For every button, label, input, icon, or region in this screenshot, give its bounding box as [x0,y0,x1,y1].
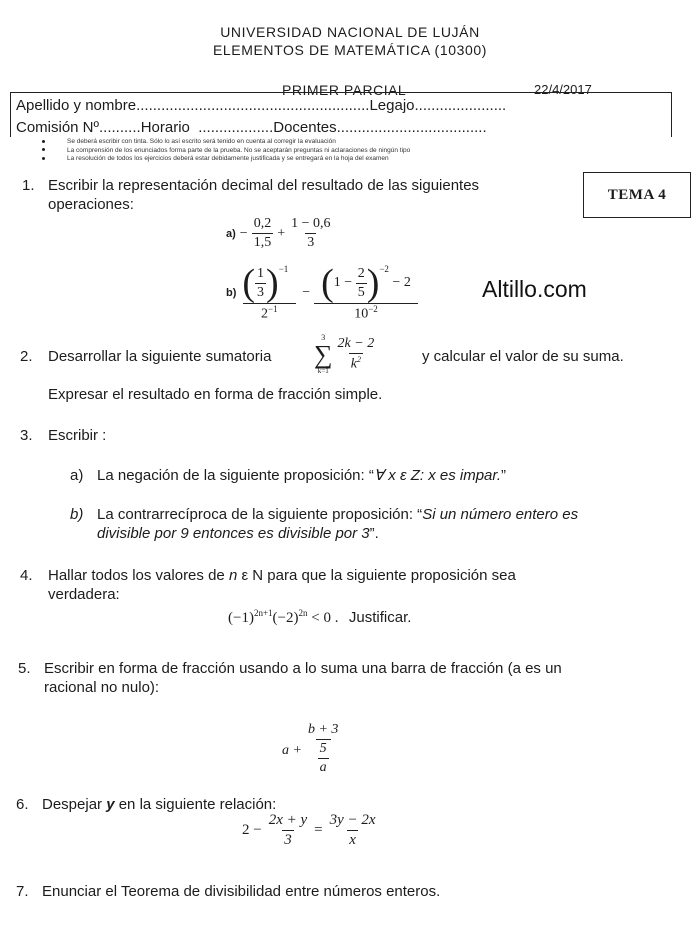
q3a-label: a) [70,467,84,484]
q2-text-before: Desarrollar la siguiente sumatoria [48,348,272,365]
q5-number: 5. [18,660,31,677]
q1-text: Escribir la representación decimal del resultado de las siguientes operaciones: [48,177,480,213]
q1a-label: a) [226,227,236,240]
q4-number: 4. [20,567,33,584]
q1a-expression: a) − $\frac{0,2}{1,5}$ + $\frac{1 - 0,6}{3}$ [226,216,331,250]
q1a-fraction-2: $\frac{1 - 0,6}{3}$ [291,216,331,250]
horario-dots: .................. [198,119,274,136]
q6-expression: 2 − $\frac{2x + y}{3}$ = $\frac{3y - 2x}{x}$ [242,812,376,848]
exam-date: 22/4/2017 [534,82,592,97]
q7-text: Enunciar el Teorema de divisibilidad entre números enteros. [42,883,441,900]
q3b-text: La contrarrecíproca de la siguiente proposición: “Si un número entero es divisible por 9 entonces es divisible por 3”. [97,506,579,542]
q7-number: 7. [16,883,29,900]
commission-label: Comisión Nº [16,119,99,136]
docentes-dots: .................................... [336,119,487,136]
q1b-label: b) [226,287,237,300]
name-dots: ........................................................ [136,97,370,114]
instruction-item: La resolución de todos los ejercicios deberá estar debidamente justificada y se entregará en la hoja del examen [42,155,602,164]
docentes-label: Docentes [273,119,337,136]
q6-text: Despejar y en la siguiente relación: [42,796,277,813]
instruction-item: La comprensión de los enunciados forma parte de la prueba. No se aceptarán preguntas ni aclaraciones de ningún tipo [42,147,602,156]
legajo-label: Legajo [369,97,415,114]
q1b-main-fraction: ( $\frac{1}{3}$ ) $^{-1}$ $2^{-1}$ [240,264,298,323]
q2-number: 2. [20,348,33,365]
q5-expression: a + $\frac{b + 3}{\frac{5}{a}}$ [282,722,339,775]
sigma-icon: ∑ [314,340,333,369]
instructions-list [42,138,602,164]
horario-label: Horario [140,119,190,136]
q3-title: Escribir : [48,427,107,444]
q4-expression: $(-1)^{2n+1}(-2)^{2n} < 0$ . Justificar. [228,608,412,626]
tema-label: TEMA 4 [607,186,667,203]
commission-dots: .......... [99,119,141,136]
q3b-label: b) [70,506,84,523]
q3-number: 3. [20,427,33,444]
exam-title: PRIMER PARCIAL [282,82,407,98]
name-label: Apellido y nombre [16,97,137,114]
name-field-row[interactable] [16,97,506,114]
q6-number: 6. [16,796,29,813]
q3a-text: La negación de la siguiente proposición: “∀ x ε Z: x es impar.” [97,467,507,484]
q1a-fraction-1: $\frac{0,2}{1,5}$ [253,216,272,250]
q2-text-after: y calcular el valor de su suma. [422,348,624,365]
q2-line2: Expresar el resultado en forma de fracción simple. [48,386,383,403]
q2-summation: 3 ∑ k=1 $\frac{2k - 2}{k^2}$ [314,333,375,375]
commission-field-row[interactable] [16,119,487,136]
q5-text: Escribir en forma de fracción usando a lo suma una barra de fracción (a es un racional no nulo): [44,660,562,696]
bullet-icon [42,140,45,143]
instruction-item: Se deberá escribir con tinta. Sólo lo así escrito será tenido en cuenta al corregir la evaluación [42,138,602,147]
q4-text: Hallar todos los valores de n ε N para que la siguiente proposición sea verdadera: [48,567,516,603]
legajo-dots: ...................... [414,97,507,114]
q1-number: 1. [22,177,35,194]
course-name: ELEMENTOS DE MATEMÁTICA (10300) [212,42,488,58]
tema-box [583,172,691,218]
bullet-icon [42,157,45,160]
university-name: UNIVERSIDAD NACIONAL DE LUJÁN [220,24,480,40]
bullet-icon [42,148,45,151]
q1b-expression: b) ( $\frac{1}{3}$ ) $^{-1}$ $2^{-1}$ − ( 1 − $\frac{2}{5}$ ) $^{-2}$ − 2 $10^{-2}$ [226,264,418,323]
watermark: Altillo.com [482,276,587,302]
q1b-second-fraction: ( 1 − $\frac{2}{5}$ ) $^{-2}$ − 2 $10^{-2}$ [314,264,418,323]
